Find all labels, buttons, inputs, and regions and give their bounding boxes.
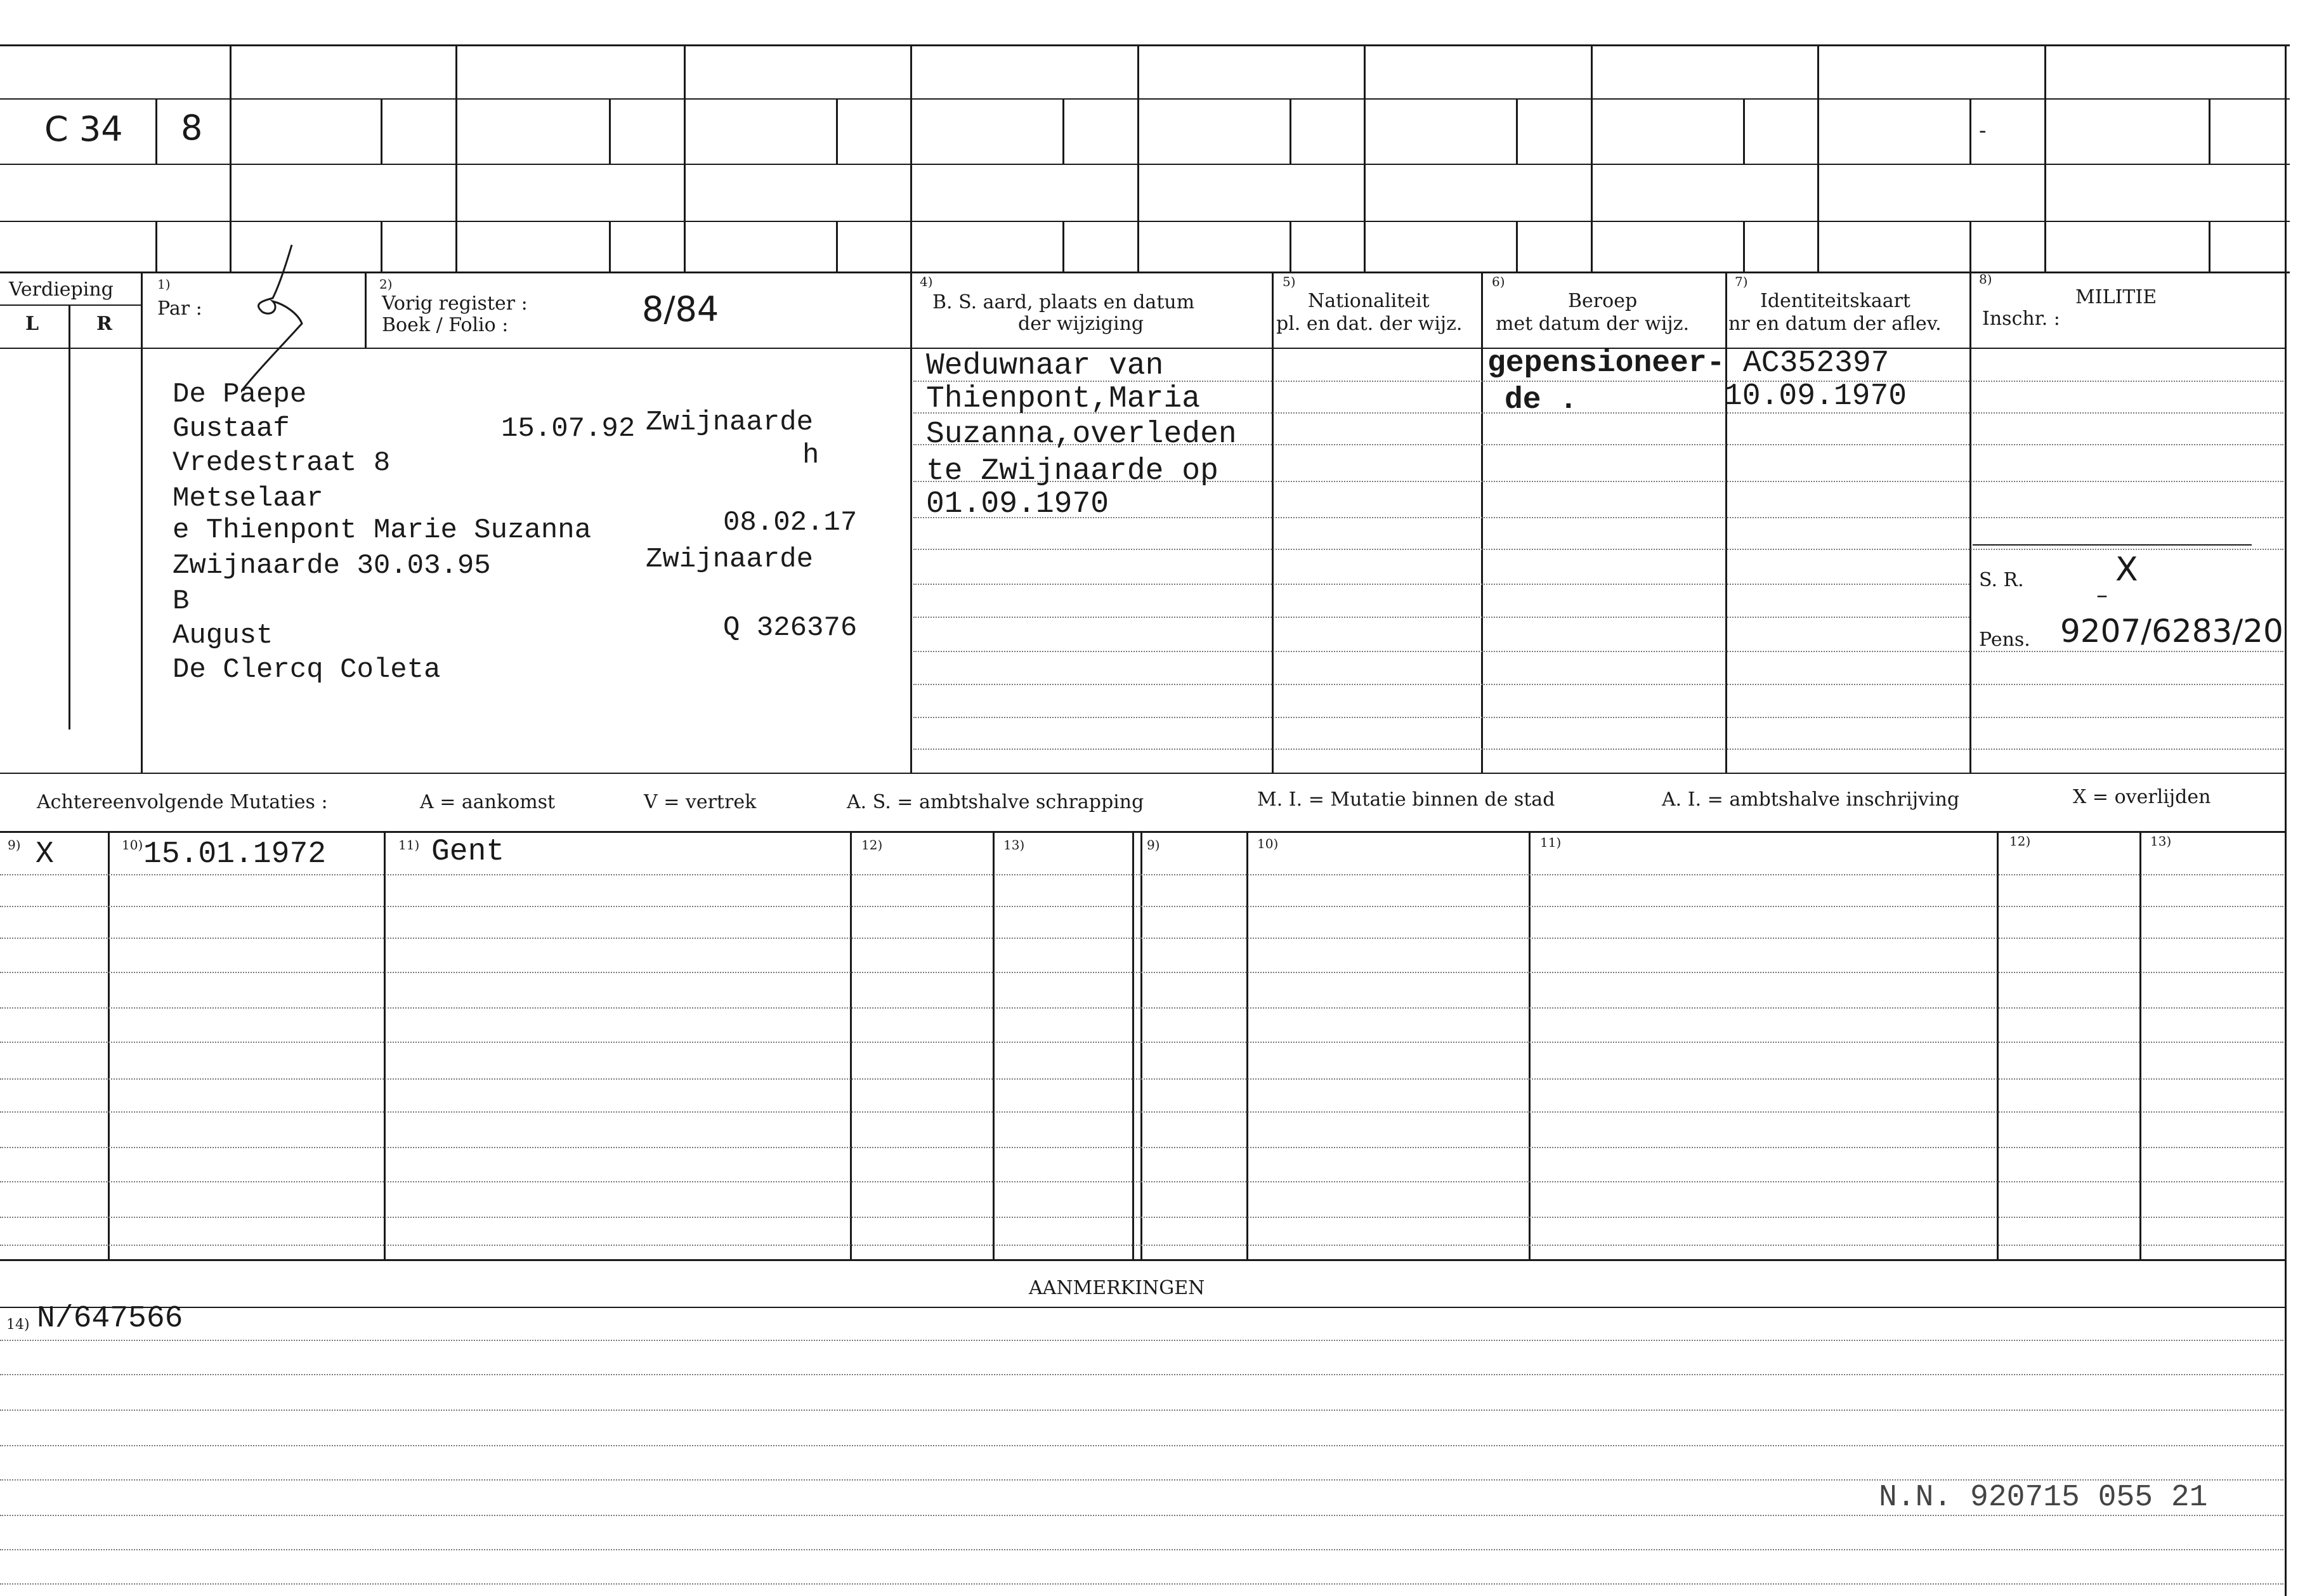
- b-mark: B: [173, 585, 190, 617]
- rule: [1969, 98, 1971, 164]
- rule: [2139, 831, 2141, 1259]
- surname: De Paepe: [173, 379, 307, 410]
- id-header-2: nr en datum der aflev.: [1728, 313, 1942, 335]
- rule: [0, 164, 2290, 165]
- dotted-rule: [0, 1410, 2283, 1411]
- rule: [2209, 98, 2210, 164]
- dotted-rule: [913, 684, 2283, 685]
- rule: [1062, 98, 1064, 164]
- mother: De Clercq Coleta: [173, 654, 441, 686]
- nat-header-1: Nationaliteit: [1308, 290, 1430, 312]
- spouse-date: 08.02.17: [723, 507, 858, 539]
- rule: [381, 221, 382, 271]
- verdieping-label: Verdieping: [9, 278, 114, 301]
- vorig-register-label: Vorig register :: [382, 292, 528, 315]
- dotted-rule: [0, 1217, 2283, 1218]
- rule: [155, 221, 157, 271]
- aanmerkingen-num: 14): [6, 1317, 30, 1333]
- rule: [384, 831, 386, 1259]
- rule: [230, 44, 232, 271]
- rule: [0, 304, 143, 306]
- dotted-rule: [0, 1111, 2283, 1113]
- dotted-rule: [0, 1181, 2283, 1182]
- aanmerkingen-value: N/647566: [37, 1302, 183, 1336]
- dotted-rule: [913, 617, 1969, 618]
- mutatie-place: Gent: [431, 835, 505, 869]
- pens-label: Pens.: [1979, 629, 2030, 651]
- birth-place: Zwijnaarde: [646, 407, 814, 438]
- rule: [365, 271, 367, 348]
- rule: [0, 831, 2285, 833]
- legend-mi: M. I. = Mutatie binnen de stad: [1257, 788, 1555, 811]
- q-number: Q 326376: [723, 612, 858, 644]
- dotted-rule: [913, 749, 2283, 750]
- rule: [1290, 221, 1291, 271]
- rule: [1140, 831, 1142, 1259]
- l-label: L: [25, 313, 39, 335]
- field-num: 6): [1492, 274, 1505, 289]
- rule: [1364, 44, 1366, 271]
- legend-v: V = vertrek: [644, 791, 757, 813]
- rule: [1062, 221, 1064, 271]
- top-code: C 34: [44, 109, 123, 149]
- dotted-rule: [913, 517, 2283, 518]
- rule: [108, 831, 110, 1259]
- bs-header-2: der wijziging: [1018, 313, 1144, 335]
- rule: [0, 271, 2290, 273]
- rule: [1481, 271, 1483, 773]
- beroep-entry-2: de .: [1505, 383, 1578, 417]
- legend-ai: A. I. = ambtshalve inschrijving: [1662, 788, 1960, 811]
- rule: [609, 98, 611, 164]
- col-num: 11): [1540, 835, 1562, 850]
- rule: [1529, 831, 1531, 1259]
- rule: [0, 221, 2290, 222]
- sr-label: S. R.: [1979, 569, 2024, 591]
- dotted-rule: [0, 874, 2283, 875]
- top-col2: 8: [181, 108, 203, 148]
- father: August: [173, 620, 273, 651]
- rule: [910, 44, 912, 271]
- spouse-place-date: Zwijnaarde 30.03.95: [173, 550, 491, 582]
- militie-header: MILITIE: [2075, 286, 2157, 308]
- aanmerkingen-title: AANMERKINGEN: [1029, 1277, 1205, 1299]
- rule: [69, 304, 70, 729]
- legend-x: X = overlijden: [2073, 786, 2211, 808]
- rule: [2044, 44, 2046, 271]
- field-num: 5): [1283, 274, 1296, 289]
- rule: [1137, 44, 1139, 271]
- beroep-header-1: Beroep: [1568, 290, 1638, 312]
- dotted-rule: [0, 906, 2283, 907]
- id-number: AC352397: [1743, 346, 1890, 381]
- rule: [1969, 271, 1971, 773]
- sr-value: X: [2115, 551, 2138, 589]
- rule: [836, 221, 838, 271]
- inschr-label: Inschr. :: [1982, 308, 2060, 330]
- rule: [0, 1259, 2285, 1261]
- dotted-rule: [0, 1042, 2283, 1043]
- r-label: R: [96, 313, 112, 335]
- rule: [0, 98, 2290, 100]
- firstname: Gustaaf: [173, 413, 290, 445]
- beroep-entry-1: gepensioneer-: [1487, 346, 1725, 381]
- bs-entry-2: Thienpont,Maria: [926, 382, 1201, 416]
- beroep-header-2: met datum der wijz.: [1496, 313, 1689, 335]
- legend-as: A. S. = ambtshalve schrapping: [847, 791, 1144, 813]
- rule: [0, 773, 2285, 774]
- dotted-rule: [0, 1245, 2283, 1246]
- id-header-1: Identiteitskaart: [1760, 290, 1910, 312]
- rule: [0, 44, 2290, 46]
- bs-entry-3: Suzanna,overleden: [926, 417, 1237, 452]
- rule: [836, 98, 838, 164]
- dotted-rule: [0, 1374, 2283, 1375]
- col-num: 10): [122, 837, 143, 853]
- rule: [910, 271, 912, 773]
- bs-entry-4: te Zwijnaarde op: [926, 454, 1218, 488]
- nn-number: N.N. 920715 055 21: [1879, 1481, 2208, 1515]
- dotted-rule: [0, 1549, 2283, 1550]
- rule: [0, 1307, 2285, 1308]
- rule: [993, 831, 995, 1259]
- top-dash: -: [1979, 118, 1987, 143]
- rule: [1743, 98, 1745, 164]
- pens-value: 9207/6283/20: [2060, 613, 2283, 650]
- dotted-rule: [0, 938, 2283, 939]
- occupation: Metselaar: [173, 483, 323, 514]
- rule: [609, 221, 611, 271]
- dotted-rule: [0, 972, 2283, 973]
- bs-entry-1: Weduwnaar van: [926, 349, 1164, 383]
- dotted-rule: [913, 584, 1969, 585]
- rule: [1725, 271, 1727, 773]
- boek-folio-label: Boek / Folio :: [382, 314, 509, 336]
- rule: [1743, 221, 1745, 271]
- rule: [1817, 44, 1819, 271]
- rule: [1997, 831, 1999, 1259]
- col-num: 9): [8, 837, 21, 853]
- col-num: 13): [1003, 837, 1025, 853]
- rule: [684, 44, 686, 271]
- rule: [1272, 271, 1274, 773]
- col-num: 11): [398, 837, 420, 853]
- dotted-rule: [0, 1147, 2283, 1148]
- field-num: 1): [157, 277, 171, 292]
- col-num: 12): [2009, 834, 2031, 849]
- sr-dash: –: [2096, 582, 2108, 608]
- field-num: 8): [1979, 271, 1992, 287]
- spouse: e Thienpont Marie Suzanna: [173, 514, 592, 546]
- dotted-rule: [0, 1340, 2283, 1341]
- legend-title: Achtereenvolgende Mutaties :: [37, 791, 328, 813]
- par-label: Par :: [157, 298, 202, 320]
- marriage-place: Zwijnaarde: [646, 544, 814, 575]
- mutatie-date: 15.01.1972: [143, 837, 327, 872]
- dotted-rule: [913, 549, 2283, 550]
- rule: [850, 831, 852, 1259]
- col-num: 13): [2150, 834, 2172, 849]
- rule: [141, 271, 143, 773]
- rule: [155, 98, 157, 164]
- rule: [2209, 221, 2210, 271]
- rule: [455, 44, 457, 271]
- bs-entry-5: 01.09.1970: [926, 487, 1109, 521]
- h-mark: h: [802, 440, 819, 471]
- col-num: 12): [861, 837, 883, 853]
- field-num: 7): [1735, 274, 1748, 289]
- nat-header-2: pl. en dat. der wijz.: [1276, 313, 1463, 335]
- field-num: 4): [920, 274, 933, 289]
- street: Vredestraat 8: [173, 447, 391, 479]
- rule: [1516, 98, 1518, 164]
- field-num: 2): [379, 277, 393, 292]
- id-date: 10.09.1970: [1724, 379, 1907, 414]
- mutatie-type: X: [36, 837, 54, 872]
- rule: [1246, 831, 1248, 1259]
- dotted-rule: [0, 1515, 2283, 1516]
- right-border: [2285, 44, 2287, 1596]
- col-num: 10): [1257, 836, 1279, 851]
- dotted-rule: [0, 1007, 2283, 1009]
- boek-folio-value: 8/84: [642, 289, 719, 329]
- legend-a: A = aankomst: [420, 791, 556, 813]
- dotted-rule: [0, 1078, 2283, 1080]
- dotted-rule: [0, 1445, 2283, 1446]
- rule: [1591, 44, 1593, 271]
- rule: [1290, 98, 1291, 164]
- dotted-rule: [913, 651, 2283, 652]
- dotted-rule: [0, 1583, 2283, 1585]
- col-num: 9): [1147, 837, 1160, 853]
- rule: [381, 98, 382, 164]
- dotted-rule: [913, 717, 2283, 718]
- rule: [1969, 221, 1971, 271]
- rule: [1973, 544, 2252, 546]
- rule: [1516, 221, 1518, 271]
- birth-date: 15.07.92: [501, 413, 636, 445]
- rule: [1132, 831, 1134, 1259]
- bs-header-1: B. S. aard, plaats en datum: [932, 291, 1195, 313]
